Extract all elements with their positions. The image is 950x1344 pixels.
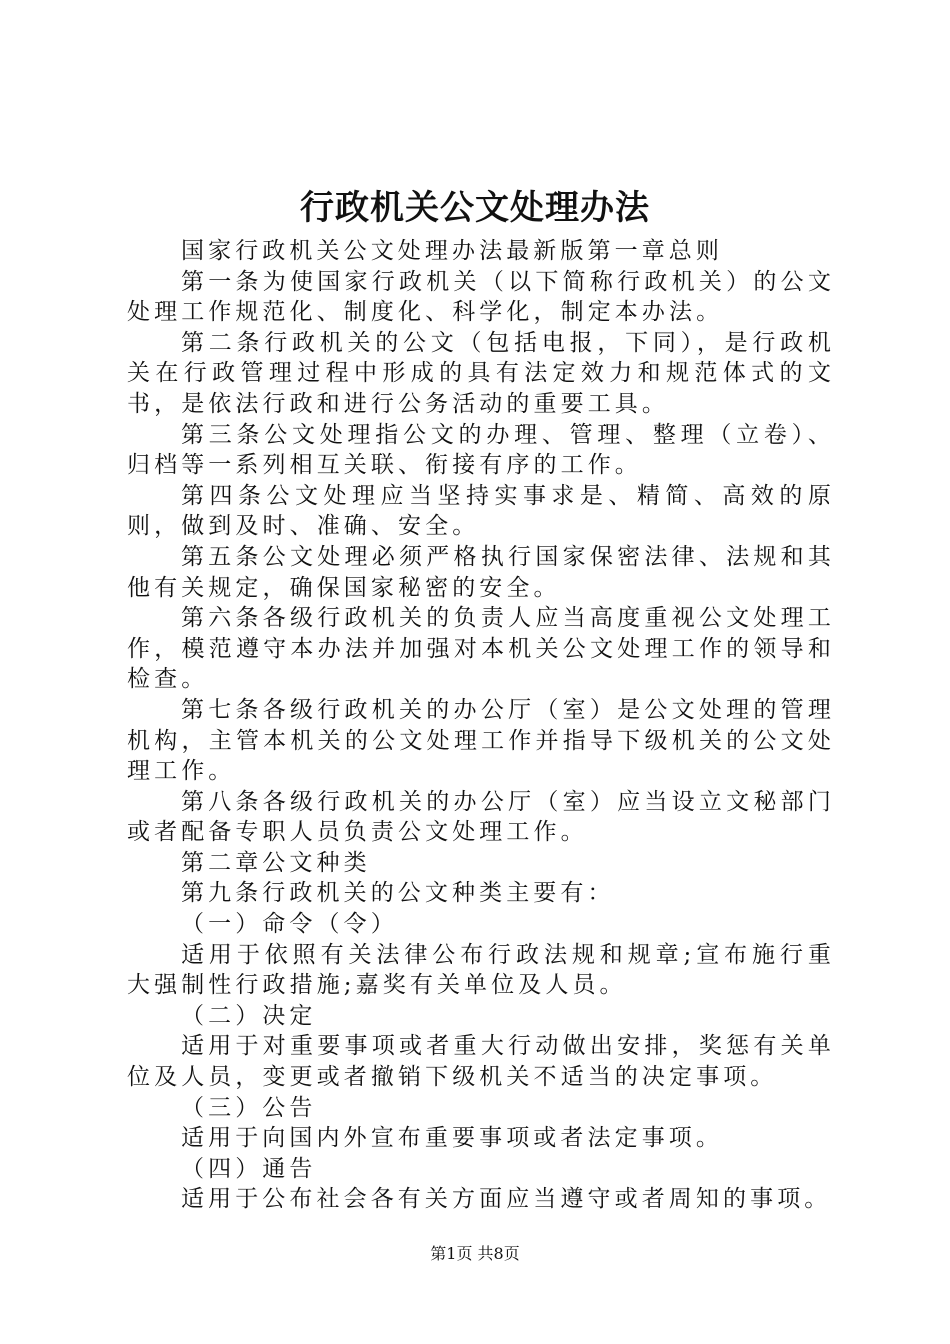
paragraph: 第七条各级行政机关的办公厅（室）是公文处理的管理机构，主管本机关的公文处理工作并指导下级机关的公文处理工作。 [127, 696, 835, 785]
paragraph: 适用于公布社会各有关方面应当遵守或者周知的事项。 [181, 1186, 832, 1213]
paragraph: 第二条行政机关的公文（包括电报，下同），是行政机关在行政管理过程中形成的具有法定效力和规范体式的文书，是依法行政和进行公务活动的重要工具。 [127, 329, 835, 417]
page-footer: 第1页 共8页 [430, 1244, 520, 1263]
list-heading: （三）公告 [181, 1094, 317, 1121]
paragraph: 适用于依照有关法律公布行政法规和规章;宣布施行重大强制性行政措施;嘉奖有关单位及人员。 [127, 941, 835, 999]
paragraph: 适用于向国内外宣布重要事项或者法定事项。 [181, 1125, 723, 1152]
paragraph: 国家行政机关公文处理办法最新版第一章总则 [181, 238, 723, 264]
paragraph: 第五条公文处理必须严格执行国家保密法律、法规和其他有关规定，确保国家秘密的安全。 [127, 543, 835, 601]
paragraph: 第九条行政机关的公文种类主要有： [181, 880, 615, 907]
paragraph: 第一条为使国家行政机关（以下简称行政机关）的公文处理工作规范化、制度化、科学化，制定本办法。 [127, 268, 835, 326]
document-body [127, 236, 835, 1215]
paragraph: 第八条各级行政机关的办公厅（室）应当设立文秘部门或者配备专职人员负责公文处理工作。 [127, 788, 835, 846]
paragraph: 第三条公文处理指公文的办理、管理、整理（立卷）、归档等一系列相互关联、衔接有序的工作。 [127, 421, 835, 479]
paragraph: 第四条公文处理应当坚持实事求是、精简、高效的原则，做到及时、准确、安全。 [127, 482, 835, 540]
paragraph: 第六条各级行政机关的负责人应当高度重视公文处理工作，模范遵守本办法并加强对本机关公文处理工作的领导和检查。 [127, 605, 835, 693]
chapter-heading: 第二章公文种类 [181, 849, 371, 876]
list-heading: （一）命令（令） [181, 911, 398, 938]
list-heading: （二）决定 [181, 1002, 317, 1029]
list-heading: （四）通告 [181, 1155, 317, 1182]
document-title: 行政机关公文处理办法 [300, 188, 650, 228]
paragraph: 适用于对重要事项或者重大行动做出安排，奖惩有关单位及人员，变更或者撤销下级机关不适当的决定事项。 [127, 1033, 835, 1091]
